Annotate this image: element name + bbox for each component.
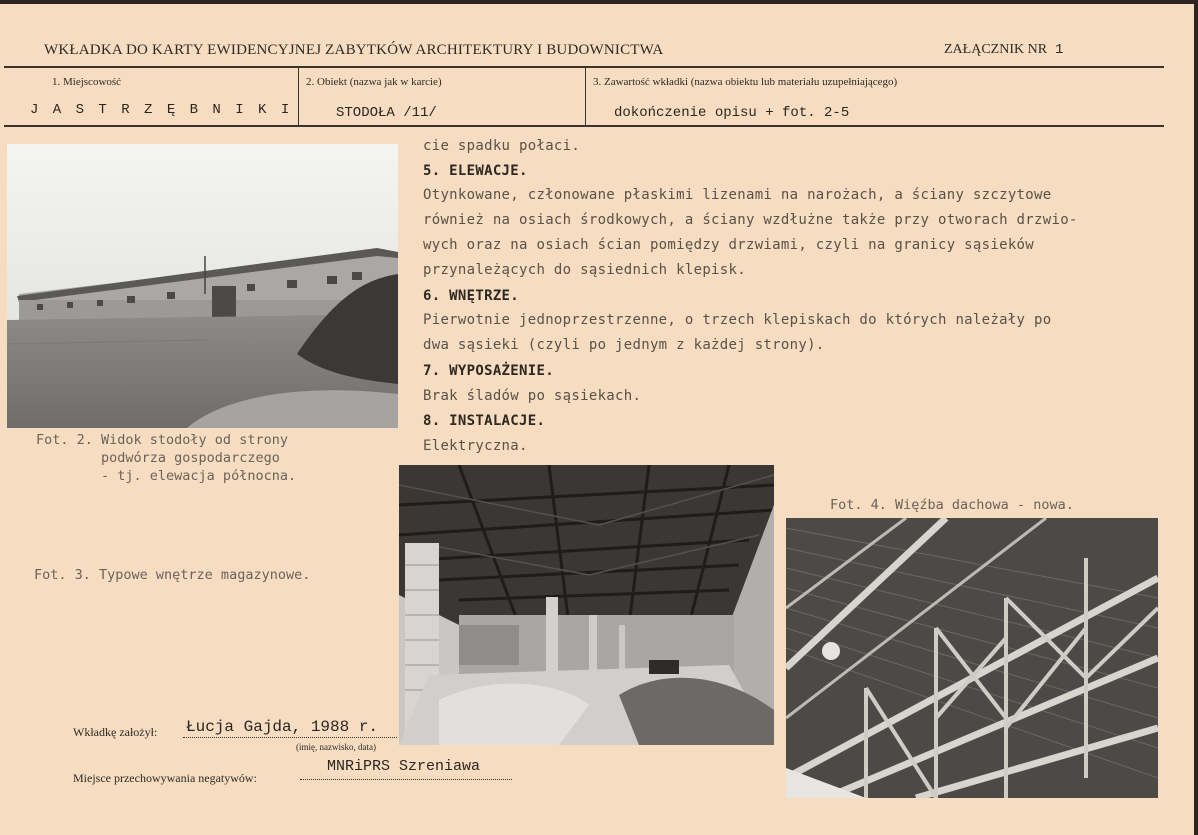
created-by-value: Łucja Gajda, 1988 r.	[186, 718, 379, 736]
photo-barn-exterior	[7, 144, 398, 428]
created-by-label: Wkładkę założył:	[73, 725, 158, 739]
description-line-0: cie spadku połaci.	[423, 138, 581, 154]
place-value: J A S T R Z Ę B N I K I	[30, 102, 293, 118]
annex-number-value: 1	[1055, 42, 1064, 58]
place-label: 1. Miejscowość	[52, 76, 122, 88]
photo-warehouse-interior	[399, 465, 774, 745]
caption-photo-4: Fot. 4. Więźba dachowa - nowa.	[830, 497, 1074, 513]
section-5-line-4: przynależących do sąsiednich klepisk.	[423, 262, 746, 278]
caption-photo-3: Fot. 3. Typowe wnętrze magazynowe.	[34, 567, 311, 583]
content-value: dokończenie opisu + fot. 2-5	[614, 105, 850, 121]
section-7-heading: 7. WYPOSAŻENIE.	[423, 363, 554, 379]
caption-photo-2: Fot. 2. Widok stodoły od strony podwórza gospodarczego - tj. elewacja północna.	[36, 432, 297, 484]
content-label: 3. Zawartość wkładki (nazwa obiektu lub materiału uzupełniającego)	[593, 76, 898, 88]
section-6-heading: 6. WNĘTRZE.	[423, 288, 520, 304]
object-value: STODOŁA /11/	[336, 105, 437, 121]
annex-label: ZAŁĄCZNIK NR	[944, 42, 1048, 57]
field-divider-1	[298, 68, 299, 125]
inventory-insert-sheet	[0, 4, 1194, 835]
object-label: 2. Obiekt (nazwa jak w karcie)	[306, 76, 442, 88]
negatives-location-label: Miejsce przechowywania negatywów:	[73, 771, 257, 785]
field-divider-2	[585, 68, 586, 125]
section-6-line-2: dwa sąsieki (czyli po jednym z każdej strony).	[423, 337, 825, 353]
section-8-line-1: Elektryczna.	[423, 438, 528, 454]
negatives-location-value: MNRiPRS Szreniawa	[327, 758, 481, 775]
section-5-line-1: Otynkowane, członowane płaskimi lizenami na narożach, a ściany szczytowe	[423, 187, 1052, 203]
header-bottom-rule	[4, 125, 1164, 127]
document-title: WKŁADKA DO KARTY EWIDENCYJNEJ ZABYTKÓW ARCHITEKTURY I BUDOWNICTWA	[44, 42, 664, 58]
created-by-underline	[183, 737, 397, 738]
section-7-line-1: Brak śladów po sąsiekach.	[423, 388, 642, 404]
annex-number	[944, 42, 1063, 58]
section-8-heading: 8. INSTALACJE.	[423, 413, 546, 429]
section-5-heading: 5. ELEWACJE.	[423, 163, 528, 179]
created-by-hint: (imię, nazwisko, data)	[296, 742, 376, 752]
header-top-rule	[4, 66, 1164, 68]
photo-roof-truss	[786, 518, 1158, 798]
section-5-line-2: również na osiach środkowych, a ściany wzdłużne także przy otworach drzwio-	[423, 212, 1078, 228]
negatives-location-underline	[300, 779, 512, 780]
section-6-line-1: Pierwotnie jednoprzestrzenne, o trzech klepiskach do których należały po	[423, 312, 1052, 328]
section-5-line-3: wych oraz na osiach ścian pomiędzy drzwiami, czyli na granicy sąsieków	[423, 237, 1035, 253]
